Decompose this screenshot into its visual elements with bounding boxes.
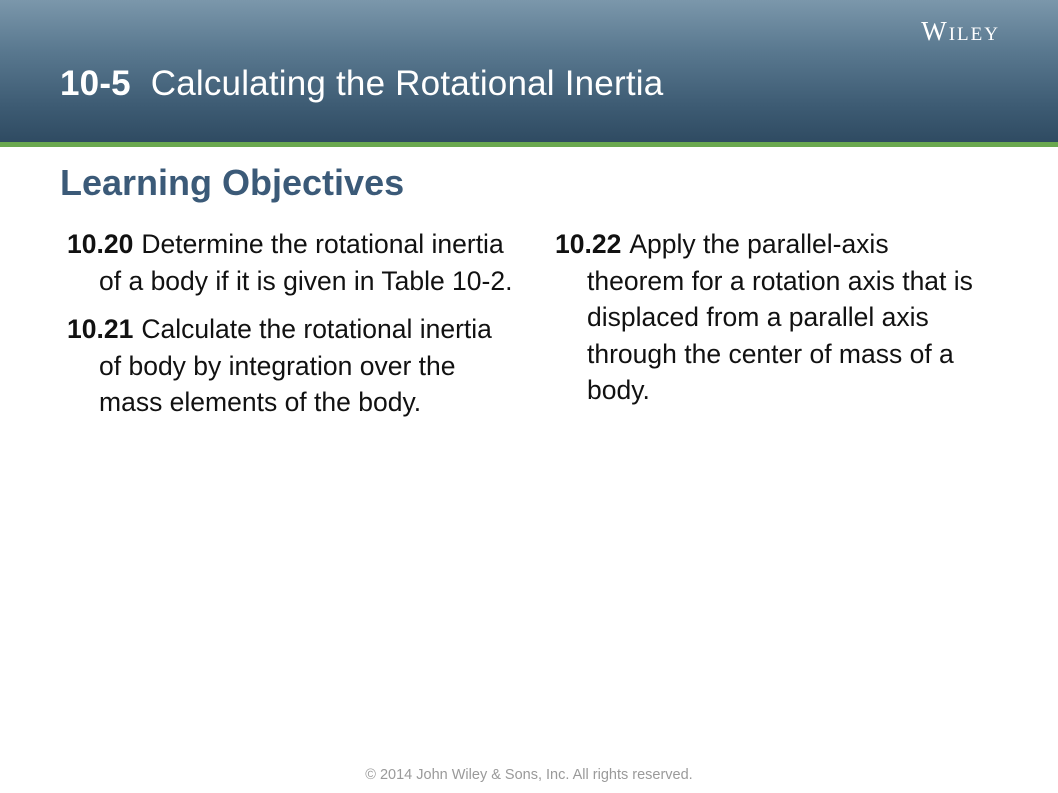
objective-item [555,226,975,409]
copyright-footer: © 2014 John Wiley & Sons, Inc. All rights reserved. [365,767,693,783]
learning-objectives-heading: Learning Objectives [60,162,405,203]
section-title: Calculating the Rotational Inertia [150,64,664,103]
objective-text: Determine the rotational inertia of a body if it is given in Table 10-2. [99,229,513,296]
objective-text: Apply the parallel-axis theorem for a rotation axis that is displaced from a parallel axis through the center of mass of a body. [587,229,973,405]
objectives-left-column [67,226,517,433]
objective-code: 10.20 [67,229,134,259]
slide-title [60,64,663,104]
wiley-logo: Wiley [921,16,1000,46]
objective-item [67,311,517,421]
accent-divider [0,142,1058,147]
objectives-right-column [555,226,975,421]
objective-code: 10.22 [555,229,622,259]
objective-item [67,226,517,299]
header-band [0,0,1058,142]
section-number: 10-5 [60,64,131,103]
objective-code: 10.21 [67,314,134,344]
objective-text: Calculate the rotational inertia of body by integration over the mass elements of the body. [99,314,492,417]
